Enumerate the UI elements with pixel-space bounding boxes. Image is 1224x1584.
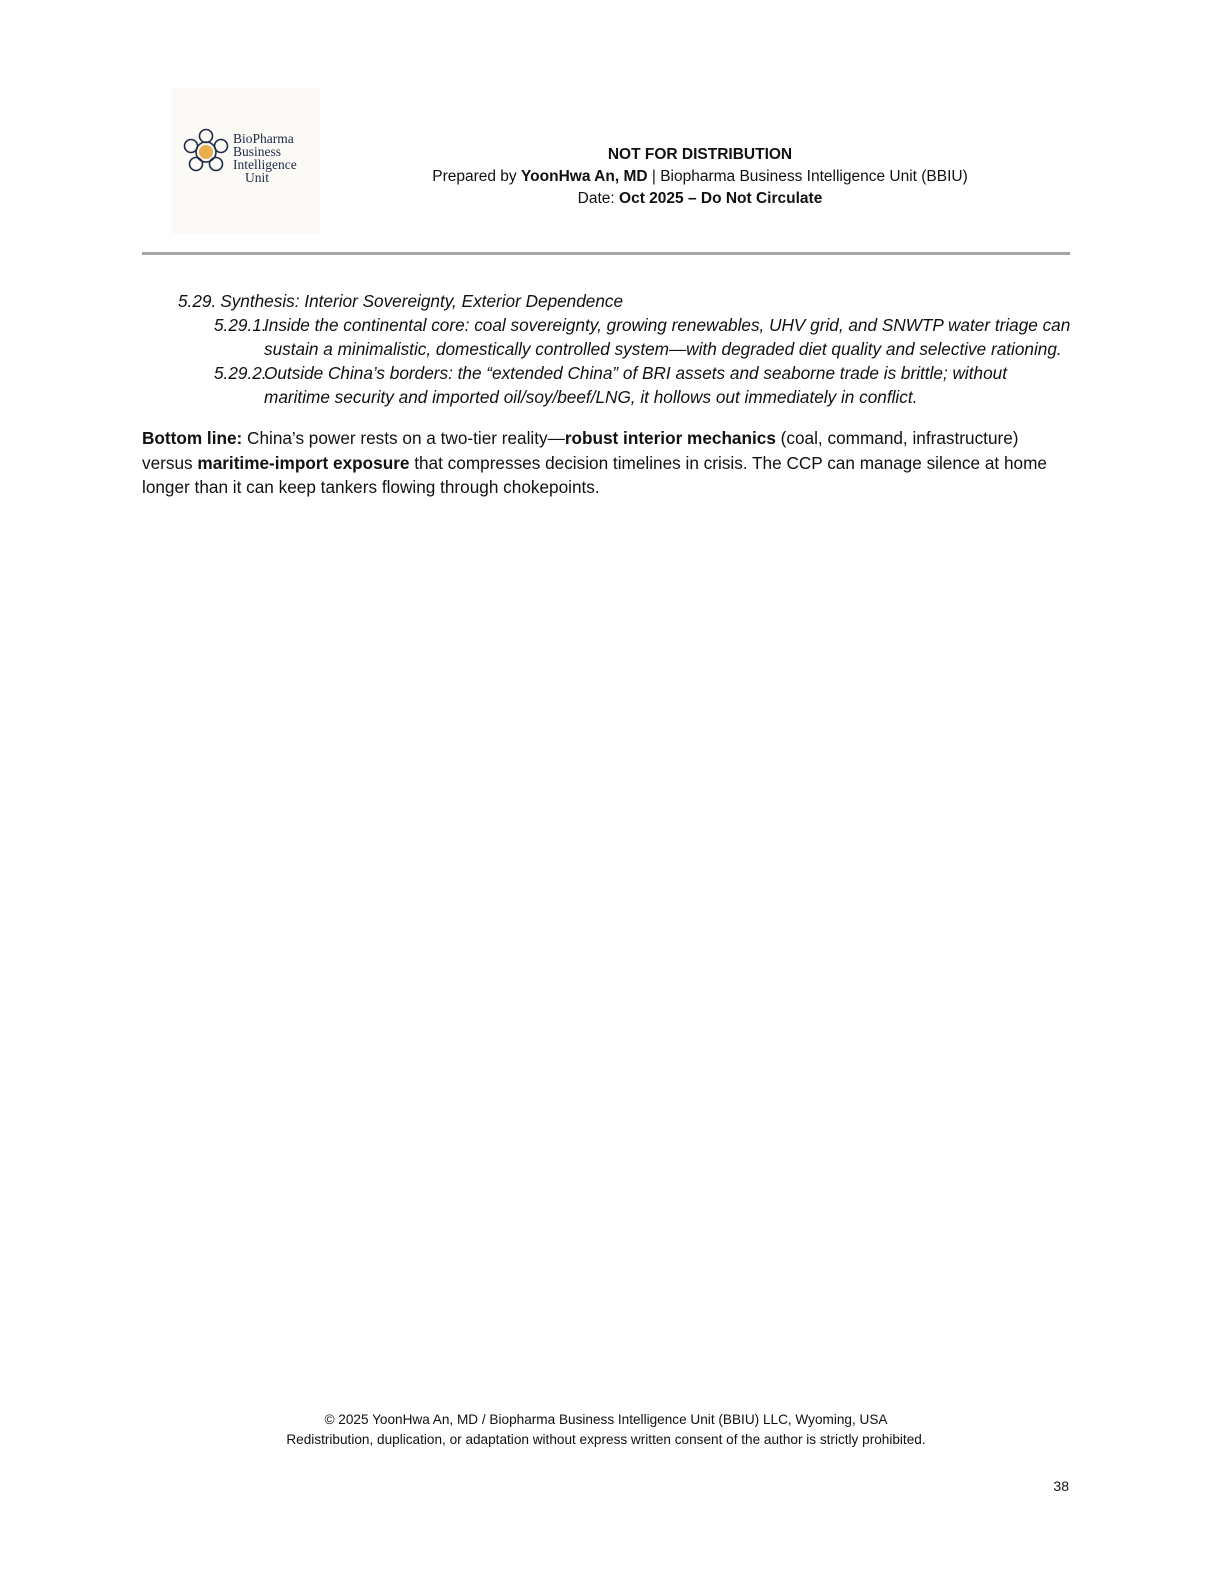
bottom-line-emphasis: robust interior mechanics (564, 428, 776, 448)
header-divider (142, 252, 1070, 255)
prepared-suffix: | Biopharma Business Intelligence Unit (BBIU) (647, 168, 968, 185)
date-value: Oct 2025 – Do Not Circulate (619, 190, 823, 207)
bbiu-logo (172, 88, 320, 234)
logo-line: Unit (245, 170, 270, 185)
date-prefix: Date: (577, 190, 620, 207)
list-item (142, 313, 1072, 361)
bottom-line-emphasis: maritime-import exposure (197, 452, 410, 473)
list-item-number: 5.29.2. (214, 363, 267, 383)
section-number: 5.29. (178, 291, 217, 311)
section-title: Synthesis: Interior Sovereignty, Exterior Dependence (220, 291, 624, 311)
copyright-line: © 2025 YoonHwa An, MD / Biopharma Business Intelligence Unit (BBIU) LLC, Wyoming, USA (324, 1412, 888, 1427)
author-name: YoonHwa An, MD (520, 168, 648, 185)
list-item-text: Inside the continental core: coal sovereignty, growing renewables, UHV grid, and SNWTP water triage can sustain a minimalistic, domestically controlled system—with degraded diet quality and selective rationing. (264, 315, 1071, 359)
date-line (330, 188, 1070, 210)
page-footer (142, 1410, 1070, 1450)
prepared-by-line (330, 166, 1070, 188)
bottom-line-paragraph (142, 426, 1072, 500)
distribution-notice: NOT FOR DISTRIBUTION (607, 146, 793, 163)
page-header (330, 144, 1070, 210)
list-item (142, 361, 1072, 409)
page-number: 38 (1053, 1478, 1069, 1494)
list-item-number: 5.29.1. (214, 315, 267, 335)
bottom-line-text: (coal, command, infrastructure) versus (142, 428, 1019, 473)
document-body (142, 289, 1072, 500)
bbiu-logo-emblem-icon (180, 128, 232, 180)
bottom-line-text: China’s power rests on a two-tier reality— (242, 428, 565, 448)
logo-line: Intelligence (233, 157, 297, 172)
logo-line: BioPharma (233, 131, 294, 146)
prepared-prefix: Prepared by (432, 168, 521, 185)
section-heading (142, 289, 1072, 313)
logo-line: Business (233, 144, 282, 159)
bottom-line-label: Bottom line: (142, 428, 243, 448)
bbiu-logo-text (233, 132, 297, 184)
list-item-text: Outside China’s borders: the “extended China” of BRI assets and seaborne trade is brittle; without maritime security and imported oil/soy/beef/LNG, it hollows out immediately in conflict. (264, 363, 1007, 407)
redistribution-notice: Redistribution, duplication, or adaptation without express written consent of the author is strictly prohibited. (286, 1432, 926, 1447)
bottom-line-text: that compresses decision timelines in crisis. The CCP can manage silence at home longer than it can keep tankers flowing through chokepoints. (142, 452, 1047, 497)
